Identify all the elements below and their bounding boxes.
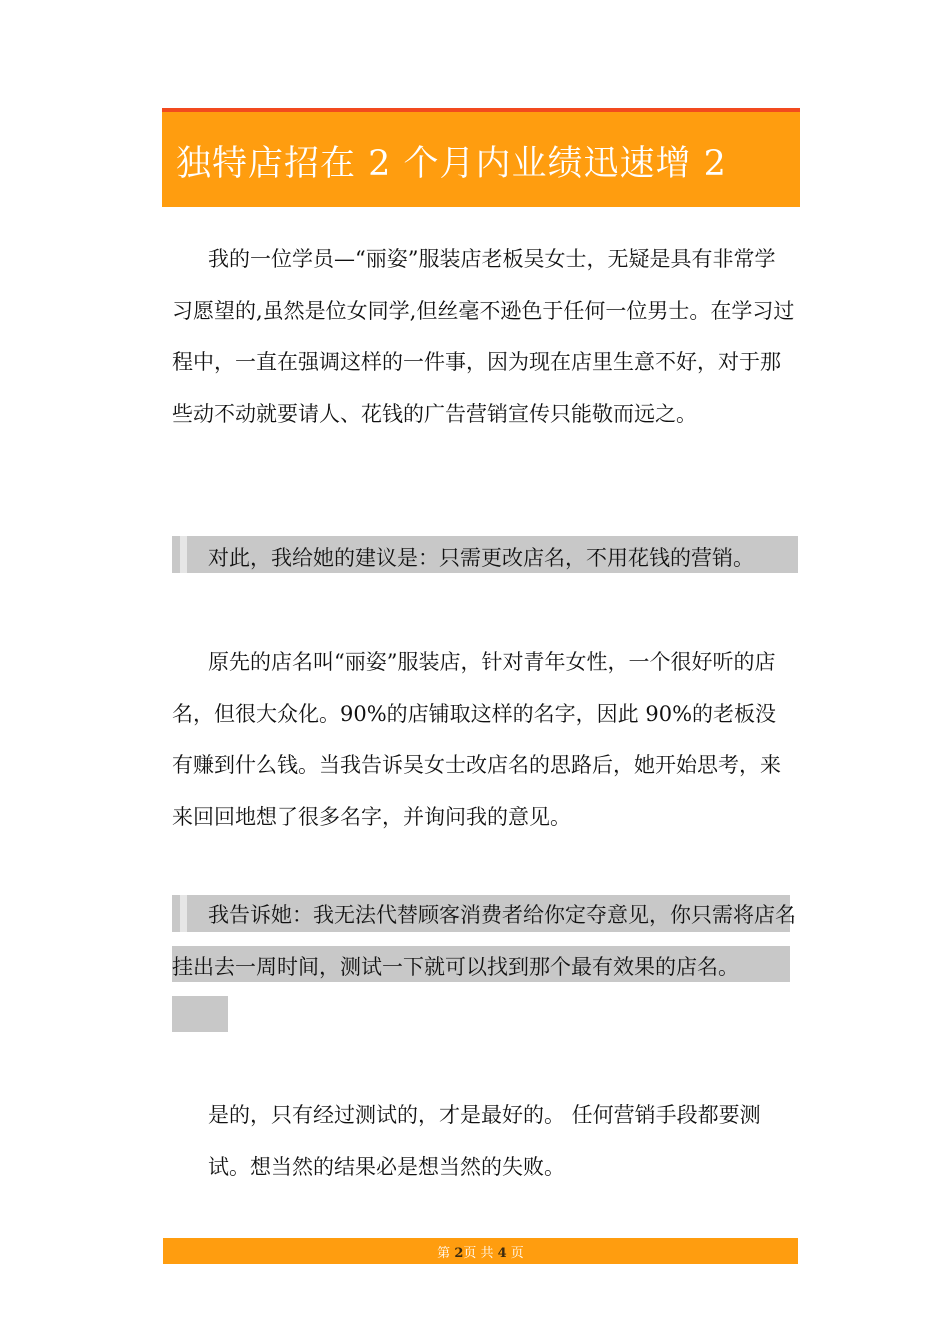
highlight-text-2: 我告诉她：我无法代替顾客消费者给你定夺意见，你只需将店名挂出去一周时间，测试一下就可以找到那个最有效果的店名。 [172, 903, 796, 979]
paragraph-intro: 我的一位学员—“丽姿”服装店老板吴女士，无疑是具有非常学习愿望的,虽然是位女同学,但丝毫不逊色于任何一位男士。在学习过程中，一直在强调这样的一件事，因为现在店里生意不好，对于那些动不动就要请人、花钱的广告营销宣传只能敬而远之。 [172, 247, 795, 426]
footer-prefix: 第 [437, 1246, 455, 1261]
total-pages: 4 [497, 1246, 507, 1261]
footer-suffix: 页 [506, 1246, 524, 1261]
footer-middle: 页 共 [463, 1246, 498, 1261]
current-page: 2 [454, 1246, 464, 1261]
paragraph-store-name: 原先的店名叫“丽姿”服装店，针对青年女性，一个很好听的店名，但很大众化。90%的店铺取这样的名字，因此 90%的老板没有赚到什么钱。当我告诉吴女士改店名的思路后，她开始思考，来来回回地想了很多名字，并询问我的意见。 [172, 650, 781, 829]
title-banner [162, 108, 800, 207]
page-footer [163, 1238, 798, 1264]
highlight-text-1: 对此，我给她的建议是：只需更改店名，不用花钱的营销。 [208, 546, 754, 570]
page-title: 独特店招在 2 个月内业绩迅速增 2 [176, 144, 727, 184]
highlight-block-2-line-3 [172, 996, 228, 1032]
highlight-block-1 [172, 536, 798, 573]
paragraph-conclusion: 是的，只有经过测试的，才是最好的。 任何营销手段都要测试。想当然的结果必是想当然的失败。 [208, 1103, 761, 1179]
page-number [163, 1242, 798, 1261]
highlight-marker [180, 536, 187, 573]
